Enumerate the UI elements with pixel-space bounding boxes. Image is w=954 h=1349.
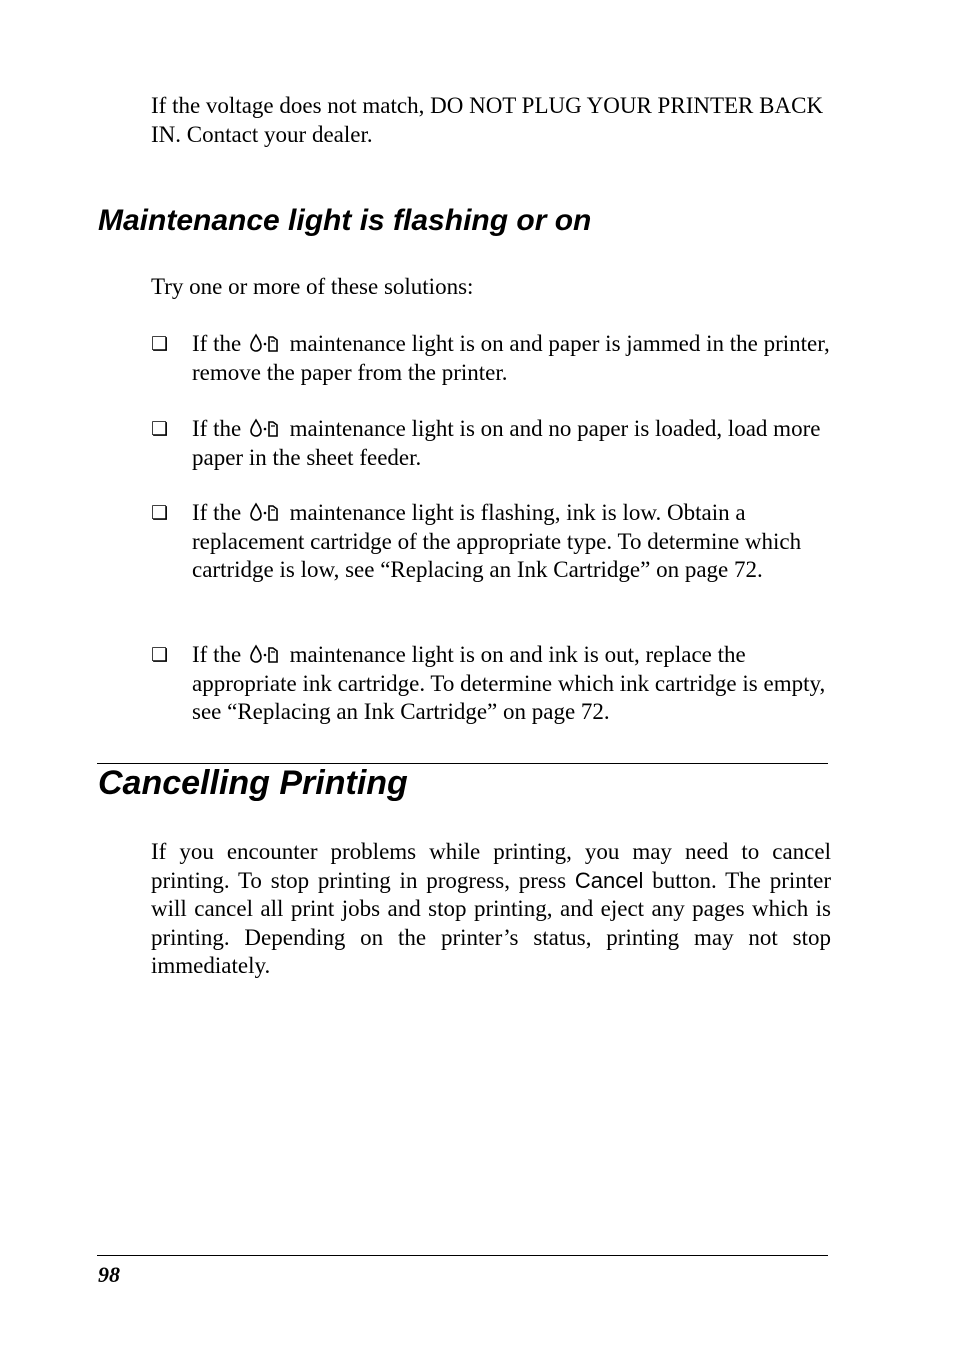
- maintenance-heading: Maintenance light is flashing or on: [98, 204, 592, 237]
- maintenance-light-icon: [248, 333, 282, 353]
- list-item-prefix: If the: [192, 500, 242, 525]
- intro-paragraph: If the voltage does not match, DO NOT PLUG YOUR PRINTER BACK IN. Contact your dealer.: [151, 93, 824, 147]
- checkbox-bullet-icon: ❏: [151, 333, 169, 355]
- list-item-body: maintenance light is flashing, ink is low. Obtain a replacement cartridge of the appropriate type. To determine which cartridge is low, see “Replacing an Ink Cartridge” on page 72.: [192, 500, 802, 582]
- cancelling-heading: Cancelling Printing: [98, 764, 408, 802]
- page-number: 98: [98, 1262, 120, 1287]
- list-item-body: maintenance light is on and ink is out, replace the appropriate ink cartridge. To determine which ink cartridge is empty, see “Replacing an Ink Cartridge” on page 72.: [192, 642, 826, 724]
- list-item-prefix: If the: [192, 642, 242, 667]
- maintenance-light-icon: [248, 418, 282, 438]
- list-item-text: [192, 330, 832, 387]
- list-item-body: maintenance light is on and paper is jammed in the printer, remove the paper from the printer.: [192, 331, 830, 385]
- list-item-prefix: If the: [192, 331, 242, 356]
- checkbox-bullet-icon: ❏: [151, 418, 169, 440]
- checkbox-bullet-icon: ❏: [151, 644, 169, 666]
- cancel-button-label: Cancel: [574, 867, 644, 893]
- footer-divider: [97, 1255, 828, 1256]
- maintenance-light-icon: [248, 502, 282, 522]
- cancelling-text-before: If you encounter problems while printing, you may need to cancel printing. To stop printing in progress, press: [151, 839, 831, 893]
- cancelling-paragraph: [151, 838, 831, 981]
- maintenance-light-icon: [248, 644, 282, 664]
- list-item-text: [192, 641, 832, 727]
- maintenance-lead: Try one or more of these solutions:: [151, 274, 474, 299]
- list-item-text: [192, 415, 832, 472]
- list-item-body: maintenance light is on and no paper is loaded, load more paper in the sheet feeder.: [192, 416, 821, 470]
- cancelling-text-after: button. The printer will cancel all print jobs and stop printing, and eject any pages which is printing. Depending on the printer’s status, printing may not stop immediately.: [151, 867, 832, 978]
- list-item-prefix: If the: [192, 416, 242, 441]
- list-item-text: [192, 499, 832, 585]
- checkbox-bullet-icon: ❏: [151, 502, 169, 524]
